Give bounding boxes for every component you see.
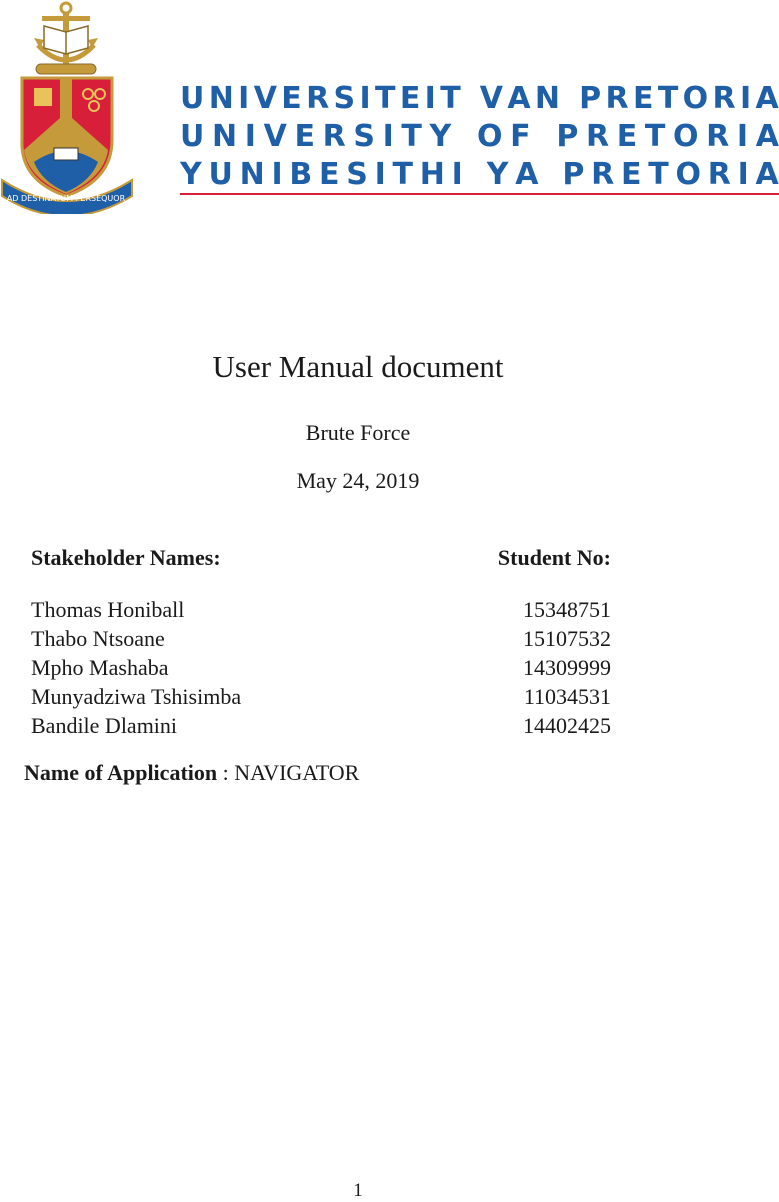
wordmark-letter: R (706, 119, 730, 154)
wordmark-letter: T (401, 119, 422, 154)
wordmark-letter: T (392, 157, 414, 192)
wordmark-space (465, 80, 475, 118)
wordmark-letter: N (208, 81, 234, 116)
wordmark-letter: E (632, 81, 654, 116)
wordmark-letter: I (451, 157, 463, 192)
wordmark-space (564, 80, 574, 118)
wordmark-letter: O (675, 157, 701, 192)
wordmark-letter: R (591, 157, 615, 192)
wordmark-letter: R (605, 81, 629, 116)
wordmark-letter: B (289, 157, 313, 192)
wordmark-letter: N (212, 119, 238, 154)
wordmark-letter: R (586, 119, 610, 154)
wordmark-letter: I (737, 157, 749, 192)
wordmark-line-english (180, 118, 779, 156)
wordmark-letter: T (440, 81, 461, 116)
wordmark-letter: I (739, 81, 752, 116)
header-student-no: Student No: (497, 545, 611, 570)
wordmark-letter: R (322, 119, 346, 154)
student-number: 15107532 (523, 626, 611, 651)
wordmark-letter: Y (429, 119, 452, 154)
application-name-line (24, 760, 359, 786)
wordmark-letter: U (180, 81, 205, 116)
crest-motto: AD DESTINATUM PERSEQUOR (6, 194, 126, 203)
wordmark-letter: S (346, 157, 368, 192)
stakeholder-name: Munyadziwa Tshisimba (31, 684, 242, 709)
wordmark-letter: O (682, 81, 709, 116)
wordmark-letter: U (208, 157, 233, 192)
table-body (31, 595, 611, 740)
table-row (31, 595, 611, 624)
wordmark-space (459, 118, 469, 156)
wordmark-letter: A (755, 119, 779, 154)
wordmark-letter: E (616, 119, 638, 154)
student-number: 15348751 (523, 597, 611, 622)
wordmark-letter: I (424, 81, 436, 116)
wordmark-letter: E (294, 119, 315, 154)
student-number: 14402425 (523, 713, 611, 738)
header-stakeholder-names: Stakeholder Names: (31, 545, 221, 570)
wordmark-letter: P (579, 81, 602, 116)
wordmark-letter: Y (180, 157, 202, 192)
wordmark-letter: A (515, 157, 539, 192)
student-number: 14309999 (523, 655, 611, 680)
wordmark-letter: V (253, 81, 277, 116)
wordmark-letter: S (333, 81, 356, 116)
wordmark-space (538, 118, 548, 156)
wordmark-letter: R (712, 81, 736, 116)
wordmark-letter: N (239, 157, 265, 192)
wordmark-letter: A (507, 81, 531, 116)
wordmark-letter: F (510, 119, 531, 154)
table-header-row (31, 543, 611, 573)
wordmark-letter: I (382, 119, 394, 154)
wordmark-space (470, 156, 480, 194)
stakeholder-name: Thabo Ntsoane (31, 626, 165, 651)
wordmark-letter: R (306, 81, 330, 116)
wordmark-letter: I (238, 81, 250, 116)
wordmark-line-sepedi (180, 156, 779, 194)
stakeholder-table (31, 543, 611, 740)
stakeholder-name: Thomas Honiball (31, 597, 185, 622)
wordmark-letter: T (375, 81, 396, 116)
wordmark-letter: E (281, 81, 302, 116)
document-title: User Manual document (212, 349, 504, 384)
wordmark-space (545, 156, 555, 194)
document-author: Brute Force (305, 420, 411, 445)
shield-icon (22, 78, 112, 196)
table-row (31, 711, 611, 740)
table-row (31, 682, 611, 711)
wordmark-letter: T (644, 119, 666, 154)
wordmark-letter: P (556, 119, 579, 154)
wordmark-letter: E (399, 81, 421, 116)
wordmark-letter: S (353, 119, 375, 154)
application-separator: : (217, 760, 235, 785)
wordmark-letter: A (755, 81, 779, 116)
wordmark-letter: V (479, 81, 504, 116)
table-row (31, 624, 611, 653)
stakeholder-name: Mpho Mashaba (31, 655, 169, 680)
wordmark-letter: I (736, 119, 749, 154)
wordmark-letter: I (374, 157, 386, 192)
page-number: 1 (353, 1180, 363, 1201)
student-number: 11034531 (523, 684, 611, 709)
stakeholder-name: Bandile Dlamini (31, 713, 178, 738)
wordmark-letter: U (180, 119, 205, 154)
wordmark-letter: N (534, 81, 561, 116)
wordmark-letter: A (755, 157, 779, 192)
university-crest-logo (0, 0, 136, 214)
wordmark-letter: T (648, 157, 669, 192)
application-value: NAVIGATOR (234, 760, 360, 785)
wordmark-letter: E (621, 157, 642, 192)
table-row (31, 653, 611, 682)
university-wordmark (180, 80, 779, 194)
wordmark-letter: Y (486, 157, 509, 192)
wordmark-letter: E (319, 157, 340, 192)
wordmark-letter: O (476, 119, 503, 154)
wordmark-letter: T (657, 81, 679, 116)
document-date: May 24, 2019 (296, 468, 420, 493)
wordmark-letter: P (562, 157, 585, 192)
wordmark-letter: H (419, 157, 445, 192)
wordmark-letter: V (263, 119, 287, 154)
wordmark-letter: I (359, 81, 371, 116)
wordmark-letter: I (271, 157, 283, 192)
wordmark-letter: I (244, 119, 256, 154)
wordmark-letter: R (707, 157, 731, 192)
wordmark-underline (180, 193, 779, 195)
wordmark-letter: O (673, 119, 699, 154)
wordmark-line-afrikaans (180, 80, 779, 118)
application-label: Name of Application (24, 760, 218, 785)
